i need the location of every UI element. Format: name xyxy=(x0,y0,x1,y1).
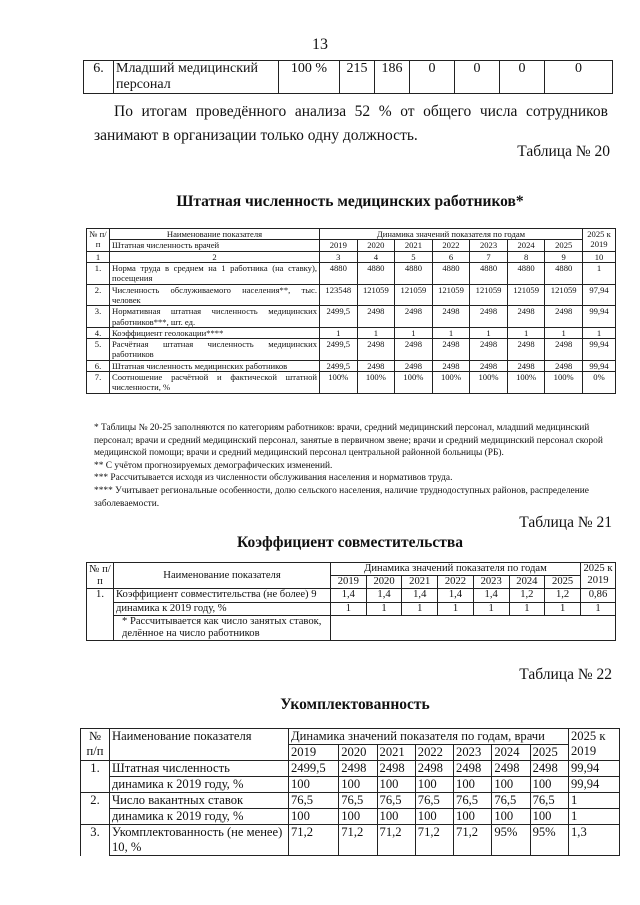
cell-value: 1 xyxy=(402,602,438,615)
cell-value: 100 xyxy=(454,777,492,793)
cell-value: 71,2 xyxy=(454,825,492,856)
table-20-label: Таблица № 20 xyxy=(517,143,610,160)
row-number: 4. xyxy=(87,327,110,338)
cell-value: 100% xyxy=(470,372,508,394)
cell-value: 1,4 xyxy=(402,589,438,602)
cell-value: 76,5 xyxy=(454,793,492,809)
column-number: 10 xyxy=(583,251,616,262)
cell-value: 2498 xyxy=(357,339,395,361)
row-name: Коэффициент совместительства (не более) 9 xyxy=(114,589,331,602)
cell-value: 0% xyxy=(583,372,616,394)
row-name: Соотношение расчётной и фактической штатной численности, % xyxy=(110,372,320,394)
footnote: **** Учитывает региональные особенности, долю сельского населения, наличие труднодоступных районов, распределение заболеваемости. xyxy=(94,485,589,509)
header-2025-vs-2019: 2025 к 2019 xyxy=(569,729,620,761)
cell-value: 100 xyxy=(415,777,453,793)
cell-value: 76,5 xyxy=(415,793,453,809)
row-number: 1. xyxy=(87,262,110,284)
table-row xyxy=(81,793,620,809)
cell-value: 4880 xyxy=(320,262,358,284)
cell-value: 4880 xyxy=(432,262,470,284)
cell-value: 99,94 xyxy=(583,339,616,361)
column-number: 9 xyxy=(545,251,583,262)
cell-value: 2498 xyxy=(415,761,453,777)
row-number: 1. xyxy=(81,761,110,777)
row-name: Численность обслуживаемого населения**, тыс. человек xyxy=(110,284,320,306)
cell-value: 100 xyxy=(377,809,415,825)
cell-value: 123548 xyxy=(320,284,358,306)
cell-value: 2498 xyxy=(545,339,583,361)
footnote: *** Рассчитывается исходя из численности обслуживания населения и нормативов труда. xyxy=(94,473,453,484)
year-cell: 2023 xyxy=(470,240,508,251)
cell-value: 100 xyxy=(415,809,453,825)
row-number: 2. xyxy=(87,284,110,306)
cell-value: 1 xyxy=(432,327,470,338)
cell-value: 76,5 xyxy=(377,793,415,809)
year-cell: 2024 xyxy=(509,576,545,589)
cell-value: 2498 xyxy=(492,761,530,777)
cell-value: 100% xyxy=(357,372,395,394)
row-number: 5. xyxy=(87,339,110,361)
table-22 xyxy=(80,728,620,856)
column-number: 8 xyxy=(507,251,545,262)
year-cell: 2019 xyxy=(320,240,358,251)
header-2025-vs-2019: 2025 к 2019 xyxy=(581,563,616,589)
cell-value: 1 xyxy=(583,262,616,284)
cell-value: 2498 xyxy=(545,360,583,371)
cell-value: 1 xyxy=(395,327,433,338)
cell-value: 121059 xyxy=(357,284,395,306)
cell-value: 100 xyxy=(339,777,377,793)
cell-value: 2498 xyxy=(432,339,470,361)
cell-value: 121059 xyxy=(432,284,470,306)
cell-value: 71,2 xyxy=(289,825,339,856)
cell-value: 1 xyxy=(507,327,545,338)
header-name: Наименование показателя xyxy=(114,563,331,589)
table-21-label: Таблица № 21 xyxy=(519,514,612,531)
footnote: ** С учётом прогнозируемых демографических изменений. xyxy=(94,460,333,471)
header-no: № п/п xyxy=(81,729,110,761)
cell-value: 1,3 xyxy=(569,825,620,856)
cell-value: 100 xyxy=(454,809,492,825)
row-name: Число вакантных ставок xyxy=(110,793,289,809)
table-22-title: Укомплектованность xyxy=(280,696,430,713)
row-name: Нормативная штатная численность медицинских работников***, шт. ед. xyxy=(110,306,320,328)
year-cell: 2020 xyxy=(366,576,402,589)
row-name: Коэффициент геолокации**** xyxy=(110,327,320,338)
table-20-title: Штатная численность медицинских работников* xyxy=(176,193,524,210)
year-cell: 2021 xyxy=(402,576,438,589)
column-number: 1 xyxy=(87,251,110,262)
cell-value: 95% xyxy=(492,825,530,856)
cell-value: 1 xyxy=(320,327,358,338)
year-cell: 2020 xyxy=(339,745,377,761)
header-name: Наименование показателя xyxy=(110,729,289,761)
column-number: 2 xyxy=(110,251,320,262)
cell-value: 71,2 xyxy=(377,825,415,856)
table-row xyxy=(81,825,620,856)
row-name: динамика к 2019 году, % xyxy=(110,809,289,825)
table-row xyxy=(81,777,620,793)
cell-value: 1,2 xyxy=(545,589,581,602)
cell-value: 95% xyxy=(530,825,568,856)
table-row xyxy=(87,339,616,361)
cell-value: 0 xyxy=(410,61,455,94)
cell-value: 1,2 xyxy=(509,589,545,602)
cell-value: 1 xyxy=(545,602,581,615)
cell-value: 0 xyxy=(545,61,613,94)
cell-value: 100 xyxy=(339,809,377,825)
cell-value: 1 xyxy=(581,602,616,615)
row-number: 3. xyxy=(81,825,110,856)
row-name: Укомплектованность (не менее) 10, % xyxy=(110,825,289,856)
analysis-paragraph xyxy=(94,100,608,148)
column-number: 5 xyxy=(395,251,433,262)
table-row xyxy=(87,372,616,394)
row-number: 3. xyxy=(87,306,110,328)
cell-value: 2498 xyxy=(395,306,433,328)
cell-value: 1,4 xyxy=(331,589,367,602)
cell-value: 100 xyxy=(530,777,568,793)
cell-value: 2498 xyxy=(507,306,545,328)
cell-value: 2498 xyxy=(470,339,508,361)
year-cell: 2019 xyxy=(331,576,367,589)
year-cell: 2022 xyxy=(438,576,474,589)
cell-value: 2498 xyxy=(395,360,433,371)
cell-value: 0 xyxy=(455,61,500,94)
row-name: Младший медицинский персонал xyxy=(114,61,279,94)
year-cell: 2025 xyxy=(545,576,581,589)
cell-value: 2499,5 xyxy=(289,761,339,777)
cell-value: 2498 xyxy=(507,360,545,371)
cell-value: 99,94 xyxy=(569,777,620,793)
cell-value: 1 xyxy=(357,327,395,338)
cell-value: 71,2 xyxy=(339,825,377,856)
cell-value: 2498 xyxy=(545,306,583,328)
cell-value: 4880 xyxy=(395,262,433,284)
column-number: 4 xyxy=(357,251,395,262)
cell-value: 100 xyxy=(289,777,339,793)
cell-value: 71,2 xyxy=(415,825,453,856)
table-row xyxy=(87,262,616,284)
row-number xyxy=(81,777,110,793)
year-cell: 2020 xyxy=(357,240,395,251)
row-number-empty xyxy=(87,615,114,640)
row-name: Расчётная штатная численность медицинских работников xyxy=(110,339,320,361)
column-number: 6 xyxy=(432,251,470,262)
year-cell: 2022 xyxy=(415,745,453,761)
cell-value: 1 xyxy=(583,327,616,338)
cell-value: 100 xyxy=(289,809,339,825)
year-cell: 2023 xyxy=(454,745,492,761)
table-row xyxy=(87,284,616,306)
cell-value: 2498 xyxy=(357,306,395,328)
cell-value: 76,5 xyxy=(530,793,568,809)
cell-value: 121059 xyxy=(395,284,433,306)
cell-value: 121059 xyxy=(470,284,508,306)
cell-value: 2498 xyxy=(432,306,470,328)
cell-value: 76,5 xyxy=(339,793,377,809)
cell-value: 2498 xyxy=(470,360,508,371)
subheader-name: Штатная численность врачей xyxy=(110,240,320,251)
cell-value: 1 xyxy=(569,809,620,825)
cell-value: 99,94 xyxy=(583,360,616,371)
table-21-note: * Рассчитывается как число занятых ставок, делённое на число работников xyxy=(114,615,331,640)
header-name: Наименование показателя xyxy=(110,229,320,240)
cell-value: 1 xyxy=(473,602,509,615)
table-20 xyxy=(86,228,616,394)
header-no: № п/п xyxy=(87,563,114,589)
row-name: Штатная численность медицинских работников xyxy=(110,360,320,371)
cell-value: 100 xyxy=(530,809,568,825)
cell-value: 2498 xyxy=(454,761,492,777)
cell-value: 215 xyxy=(340,61,375,94)
header-dynamics: Динамика значений показателя по годам xyxy=(331,563,581,576)
table-20-footnotes xyxy=(94,422,616,510)
row-name: динамика к 2019 году, % xyxy=(110,777,289,793)
table-row xyxy=(81,761,620,777)
cell-value: 99,94 xyxy=(569,761,620,777)
cell-value: 2498 xyxy=(377,761,415,777)
cell-value: 2499,5 xyxy=(320,306,358,328)
table-21-title: Коэффициент совместительства xyxy=(237,534,463,551)
cell-value: 100% xyxy=(507,372,545,394)
cell-value: 1 xyxy=(569,793,620,809)
cell-value: 1,4 xyxy=(473,589,509,602)
year-cell: 2024 xyxy=(492,745,530,761)
column-number: 7 xyxy=(470,251,508,262)
cell-value: 2498 xyxy=(470,306,508,328)
cell-value: 2498 xyxy=(357,360,395,371)
row-number: 1. xyxy=(87,589,114,602)
year-cell: 2021 xyxy=(395,240,433,251)
cell-value: 100% xyxy=(320,372,358,394)
cell-value: 1 xyxy=(509,602,545,615)
footnote: * Таблицы № 20-25 заполняются по категориям работников: врачи, средний медицинский персонал, младший медицинский персонал; врачи и средний медицинский персонал, занятые в первичном звене; врачи и средний медицинский персонал скорой медицинской помощи; врачи и средний медицинский персонал центральной районной больницы (РБ). xyxy=(94,423,603,459)
cell-value: 1 xyxy=(438,602,474,615)
cell-value: 100 xyxy=(492,809,530,825)
cell-value: 1,4 xyxy=(366,589,402,602)
year-cell: 2019 xyxy=(289,745,339,761)
row-number: 6. xyxy=(84,61,114,94)
cell-value: 4880 xyxy=(470,262,508,284)
header-no: № п/п xyxy=(87,229,110,252)
cell-value: 0,86 xyxy=(581,589,616,602)
cell-value: 2498 xyxy=(530,761,568,777)
table-row xyxy=(87,327,616,338)
table-22-label: Таблица № 22 xyxy=(519,666,612,683)
cell-value: 1 xyxy=(545,327,583,338)
header-dynamics: Динамика значений показателя по годам, врачи xyxy=(289,729,569,745)
row-number: 2. xyxy=(81,793,110,809)
year-cell: 2022 xyxy=(432,240,470,251)
cell-value: 99,94 xyxy=(583,306,616,328)
year-cell: 2021 xyxy=(377,745,415,761)
cell-value: 0 xyxy=(500,61,545,94)
cell-value: 4880 xyxy=(357,262,395,284)
cell-value: 1,4 xyxy=(438,589,474,602)
cell-value: 2499,5 xyxy=(320,360,358,371)
cell-value: 76,5 xyxy=(492,793,530,809)
row-name: динамика к 2019 году, % xyxy=(114,602,331,615)
year-cell: 2023 xyxy=(473,576,509,589)
row-number: 7. xyxy=(87,372,110,394)
cell-value: 2498 xyxy=(395,339,433,361)
cell-value: 1 xyxy=(366,602,402,615)
cell-value: 76,5 xyxy=(289,793,339,809)
cell-value: 1 xyxy=(470,327,508,338)
cell-value: 121059 xyxy=(507,284,545,306)
row-number: 6. xyxy=(87,360,110,371)
cell-value: 100 xyxy=(377,777,415,793)
cell-value: 186 xyxy=(375,61,410,94)
cell-value: 2498 xyxy=(432,360,470,371)
cell-value: 100% xyxy=(545,372,583,394)
column-number: 3 xyxy=(320,251,358,262)
cell-value: 2499,5 xyxy=(320,339,358,361)
cell-value: 2498 xyxy=(339,761,377,777)
table-row xyxy=(87,360,616,371)
table-row xyxy=(81,809,620,825)
row-number xyxy=(81,809,110,825)
year-cell: 2025 xyxy=(530,745,568,761)
year-cell: 2024 xyxy=(507,240,545,251)
page-number: 13 xyxy=(312,36,328,53)
table-21 xyxy=(86,562,616,641)
header-2025-vs-2019: 2025 к 2019 xyxy=(583,229,616,252)
cell-value: 100 xyxy=(492,777,530,793)
empty-cell xyxy=(331,615,616,640)
table-row xyxy=(87,306,616,328)
header-dynamics: Динамика значений показателя по годам xyxy=(320,229,583,240)
row-percent: 100 % xyxy=(279,61,340,94)
previous-table-row xyxy=(83,60,613,94)
cell-value: 1 xyxy=(331,602,367,615)
cell-value: 4880 xyxy=(545,262,583,284)
cell-value: 100% xyxy=(432,372,470,394)
cell-value: 2498 xyxy=(507,339,545,361)
cell-value: 121059 xyxy=(545,284,583,306)
analysis-text: По итогам проведённого анализа 52 % от общего числа сотрудников занимают в организации только одну должность. xyxy=(94,103,608,144)
cell-value: 97,94 xyxy=(583,284,616,306)
cell-value: 4880 xyxy=(507,262,545,284)
row-number-empty xyxy=(87,602,114,615)
cell-value: 100% xyxy=(395,372,433,394)
row-name: Штатная численность xyxy=(110,761,289,777)
row-name: Норма труда в среднем на 1 работника (на ставку), посещения xyxy=(110,262,320,284)
year-cell: 2025 xyxy=(545,240,583,251)
